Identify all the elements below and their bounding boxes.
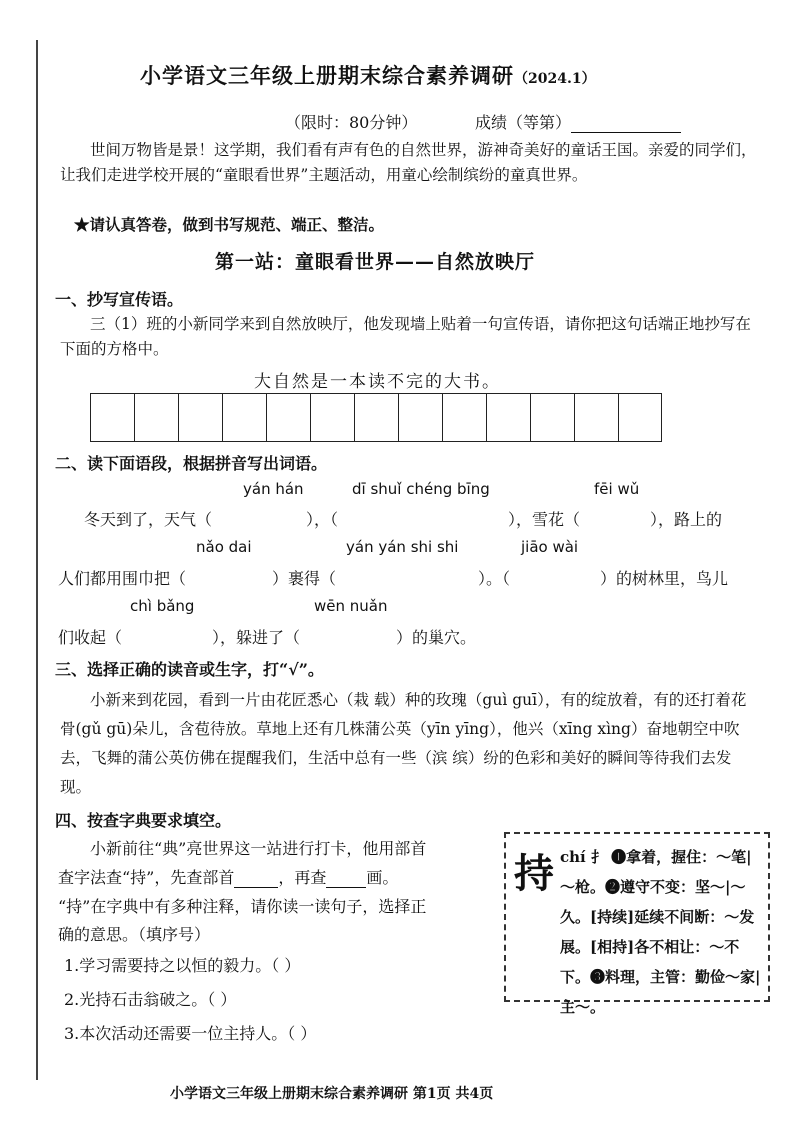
grid-cell[interactable]	[134, 393, 178, 442]
grid-cell[interactable]	[354, 393, 398, 442]
section-4-line: 小新前往“典”亮世界这一站进行打卡，他用部首	[90, 839, 427, 858]
page-footer: 小学语文三年级上册期末综合素养调研 第1页 共4页	[170, 1086, 494, 1102]
section-4-line: “持”在字典中有多种注释，请你读一读句子，选择正	[58, 897, 427, 916]
grid-cell[interactable]	[398, 393, 442, 442]
pinyin: jiāo wài	[521, 538, 579, 556]
title-text: 小学语文三年级上册期末综合素养调研	[140, 63, 514, 88]
grid-cell[interactable]	[222, 393, 266, 442]
section-3-paragraph: 小新来到花园，看到一片由花匠悉心（栽 载）种的玫瑰（guì guī），有的绽放着，有的还打着花骨(gǔ gū)朵儿，含苞待放。草地上还有几株蒲公英（yīn yīng），他兴（xīng xìng）奋地朝空中吹去，飞舞的蒲公英仿佛在提醒我们，生活中总有一些（滨 缤）纷的色彩和美好的瞬间等待我们去发现。	[60, 691, 747, 796]
answer-blank[interactable]	[234, 868, 278, 888]
grid-cell[interactable]	[442, 393, 486, 442]
question-1: 1.学习需要持之以恒的毅力。（ ）	[64, 956, 301, 975]
text-segment: ），躲进了（	[212, 628, 301, 647]
section-3-heading: 三、选择正确的读音或生字，打“√”。	[55, 660, 324, 679]
binding-margin-line	[36, 40, 38, 1080]
text-segment: ）。（	[478, 569, 511, 588]
grid-cell[interactable]	[574, 393, 618, 442]
section-1-heading: 一、抄写宣传语。	[55, 290, 184, 309]
text-segment: 们收起（	[58, 628, 123, 647]
text-segment: ）裹得（	[272, 569, 337, 588]
title-date: （2024.1）	[514, 71, 596, 87]
section-4-line	[58, 865, 398, 888]
time-limit: （限时：80分钟）	[285, 113, 418, 132]
section-4-text: ，再查	[278, 868, 327, 887]
text-segment: 人们都用围巾把（	[58, 569, 187, 588]
slogan: 大自然是一本读不完的大书。	[254, 372, 501, 392]
score-field	[475, 110, 681, 133]
score-label: 成绩（等第）	[475, 113, 572, 132]
pinyin: yán hán	[243, 480, 304, 498]
pinyin: yán yán shi shi	[346, 538, 459, 556]
text-segment: 冬天到了，天气（	[84, 510, 213, 529]
question-3: 3.本次活动还需要一位主持人。（ ）	[64, 1024, 317, 1043]
section-4-text: 查字法查“持”，先查部首	[58, 868, 235, 887]
intro-paragraph: 世间万物皆是景！这学期，我们看有声有色的自然世界，游神奇美好的童话王国。亲爱的同学们，让我们走进学校开展的“童眼看世界”主题活动，用童心绘制缤纷的童真世界。	[60, 141, 757, 184]
section-1-text: 三（1）班的小新同学来到自然放映厅，他发现墙上贴着一句宣传语，请你把这句话端正地抄写在下面的方格中。	[60, 315, 751, 358]
grid-cell[interactable]	[618, 393, 662, 442]
section-4-line: 确的意思。（填序号）	[58, 925, 211, 944]
pinyin: chì bǎng	[130, 597, 195, 615]
grid-cell[interactable]	[486, 393, 530, 442]
question-2: 2.光持石击翁破之。（ ）	[64, 990, 237, 1009]
text-segment: ）的树林里，鸟儿	[600, 569, 729, 588]
pinyin: wēn nuǎn	[314, 597, 388, 615]
answer-blank[interactable]	[326, 868, 366, 888]
text-segment: ），路上的	[650, 510, 723, 529]
grid-cell[interactable]	[178, 393, 222, 442]
text-segment: ），（	[306, 510, 339, 529]
page-title	[140, 60, 596, 90]
dictionary-entry: chí 扌 ❶拿着，握住：～笔|～枪。❷遵守不变：坚～|～久。[持续]延续不间断：～发展。[相持]各不相让：～不下。❸料理，主管：勤俭～家|主～。	[560, 848, 761, 1016]
instructions: ★请认真答卷，做到书写规范、端正、整洁。	[74, 215, 385, 234]
grid-cell[interactable]	[310, 393, 354, 442]
pinyin: dī shuǐ chéng bīng	[352, 480, 490, 498]
grid-cell[interactable]	[530, 393, 574, 442]
text-segment: ），雪花（	[508, 510, 581, 529]
grid-cell[interactable]	[266, 393, 310, 442]
text-segment: ）的巢穴。	[396, 628, 477, 647]
station-title: 第一站：童眼看世界——自然放映厅	[215, 251, 536, 273]
grid-cell[interactable]	[90, 393, 134, 442]
dictionary-char: 持	[514, 850, 554, 897]
section-4-text: 画。	[366, 868, 399, 887]
score-blank[interactable]	[571, 114, 681, 133]
section-2-heading: 二、读下面语段，根据拼音写出词语。	[55, 454, 328, 473]
pinyin: fēi wǔ	[594, 480, 640, 498]
section-4-heading: 四、按查字典要求填空。	[55, 811, 232, 830]
writing-grid[interactable]	[90, 393, 662, 442]
pinyin: nǎo dai	[196, 538, 252, 556]
